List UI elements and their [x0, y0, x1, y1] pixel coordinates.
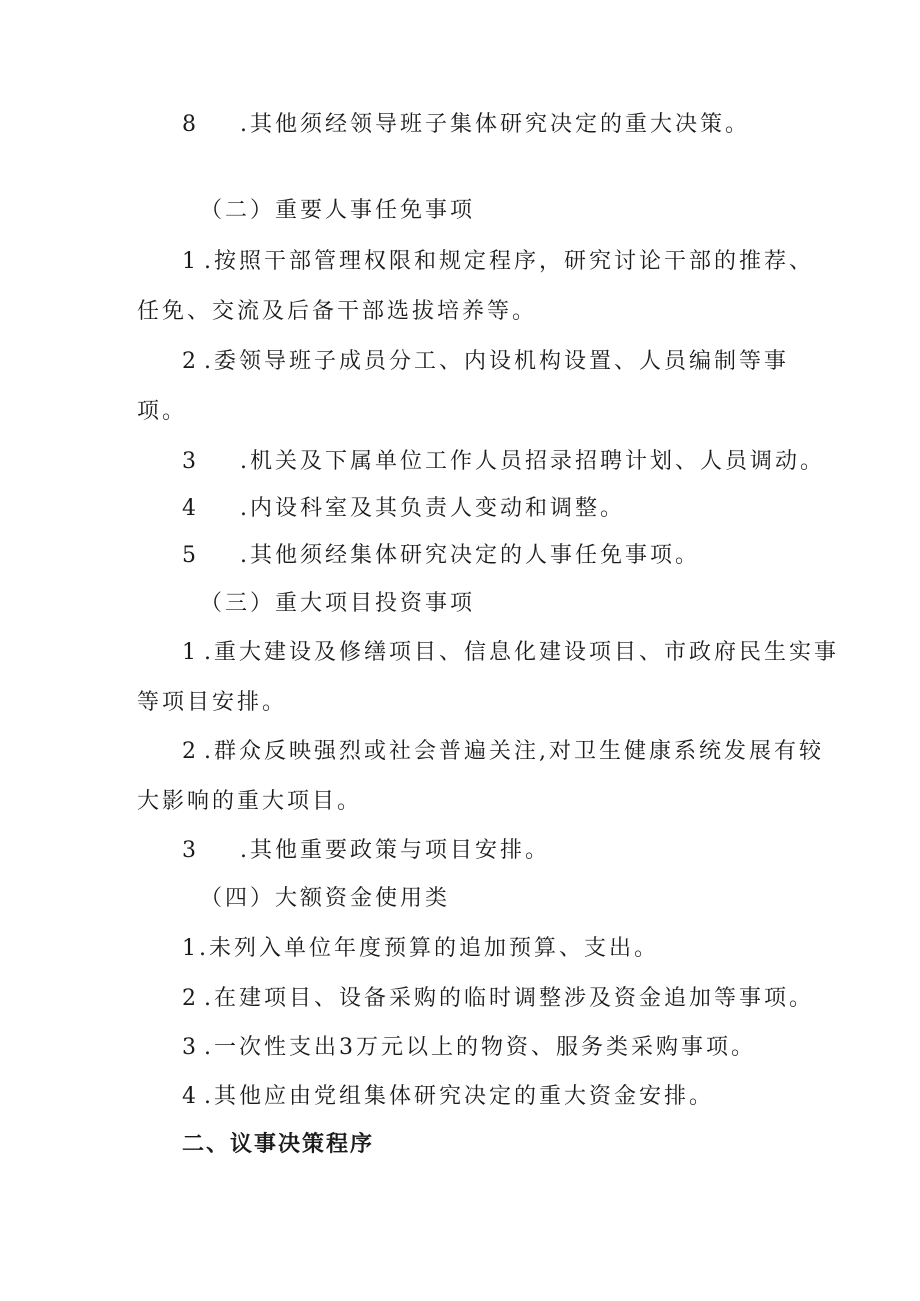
- paragraph-continuation: 项。: [137, 399, 188, 424]
- item-number: 4: [182, 1084, 199, 1109]
- paragraph-personnel-item-2: [182, 347, 789, 377]
- item-number: 3: [182, 838, 199, 863]
- paragraph-decision-item-8: [182, 110, 750, 140]
- item-number: 3: [182, 449, 199, 474]
- paragraph-continuation: 大影响的重大项目。: [137, 789, 363, 814]
- paragraph-continuation: 等项目安排。: [137, 690, 288, 715]
- section-heading-funds: （四）大额资金使用类: [200, 886, 451, 911]
- paragraph-projects-item-2: [182, 737, 824, 767]
- item-text: .重大建设及修缮项目、信息化建设项目、市政府民生实事: [204, 640, 839, 665]
- paragraph-personnel-item-5: [182, 541, 700, 571]
- item-text: .其他须经领导班子集体研究决定的重大决策。: [240, 112, 750, 137]
- paragraph-projects-item-3: [182, 836, 550, 866]
- paragraph-continuation: 任免、交流及后备干部选拔培养等。: [137, 299, 538, 324]
- item-text: .其他应由党组集体研究决定的重大资金安排。: [204, 1084, 714, 1109]
- item-number: 5: [182, 543, 199, 568]
- item-text: .群众反映强烈或社会普遍关注,对卫生健康系统发展有较: [204, 739, 824, 764]
- paragraph-funds-item-1: 1.未列入单位年度预算的追加预算、支出。: [182, 936, 659, 961]
- item-text: .委领导班子成员分工、内设机构设置、人员编制等事: [204, 349, 789, 374]
- item-number: 2: [182, 349, 199, 374]
- paragraph-personnel-item-4: [182, 494, 625, 524]
- paragraph-personnel-item-1: [182, 247, 814, 277]
- item-text: .其他重要政策与项目安排。: [240, 838, 550, 863]
- item-number: 2: [182, 986, 199, 1011]
- paragraph-funds-item-4: [182, 1082, 714, 1112]
- item-number: 8: [182, 112, 199, 137]
- paragraph-funds-item-3: [182, 1033, 756, 1063]
- item-text: .其他须经集体研究决定的人事任免事项。: [240, 543, 700, 568]
- item-text: .机关及下属单位工作人员招录招聘计划、人员调动。: [240, 449, 825, 474]
- section-heading-personnel: （二）重要人事任免事项: [200, 198, 476, 223]
- item-text: .一次性支出3万元以上的物资、服务类采购事项。: [204, 1035, 756, 1060]
- item-number: 2: [182, 739, 199, 764]
- item-number: 1: [182, 640, 199, 665]
- item-number: 4: [182, 496, 199, 521]
- item-text: .内设科室及其负责人变动和调整。: [240, 496, 625, 521]
- paragraph-projects-item-1: [182, 638, 839, 668]
- item-number: 3: [182, 1035, 199, 1060]
- item-text: .按照干部管理权限和规定程序，研究讨论干部的推荐、: [204, 249, 814, 274]
- paragraph-funds-item-2: [182, 984, 814, 1014]
- item-text: .在建项目、设备采购的临时调整涉及资金追加等事项。: [204, 986, 814, 1011]
- section-heading-projects: （三）重大项目投资事项: [200, 591, 476, 616]
- paragraph-personnel-item-3: [182, 447, 825, 477]
- item-number: 1: [182, 249, 199, 274]
- chapter-heading-procedure: 二、议事决策程序: [182, 1132, 375, 1157]
